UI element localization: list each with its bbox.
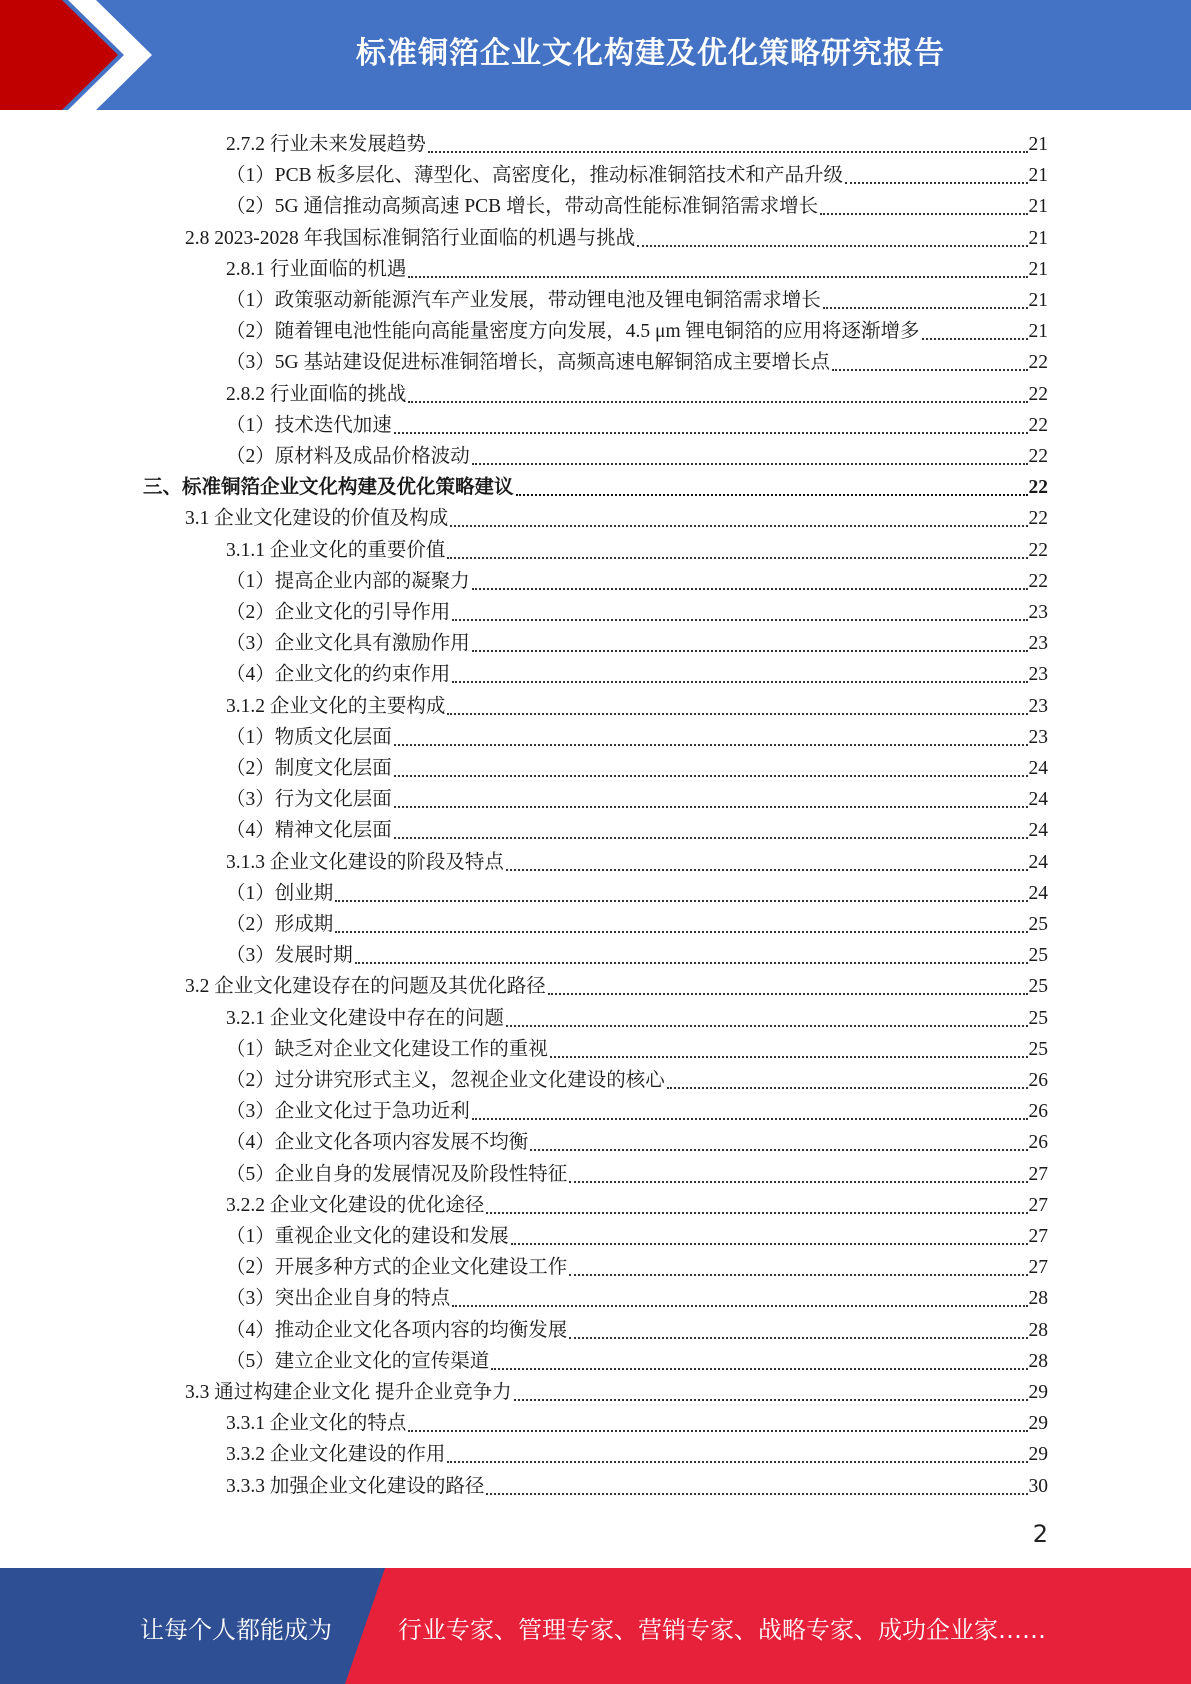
toc-entry[interactable] bbox=[226, 1218, 1048, 1249]
toc-leader-dots bbox=[823, 289, 1028, 313]
toc-entry-page: 24 bbox=[1028, 882, 1048, 904]
toc-entry[interactable] bbox=[226, 1312, 1048, 1343]
toc-leader-dots bbox=[450, 507, 1027, 531]
toc-entry-label: （2）随着锂电池性能向高能量密度方向发展，4.5 μm 锂电铜箔的应用将逐渐增多 bbox=[226, 321, 920, 343]
toc-entry[interactable] bbox=[226, 688, 1048, 719]
toc-leader-dots bbox=[486, 1194, 1027, 1218]
toc-entry[interactable] bbox=[226, 781, 1048, 812]
toc-leader-dots bbox=[335, 882, 1027, 906]
toc-entry-page: 21 bbox=[1028, 227, 1048, 249]
toc-entry[interactable] bbox=[226, 126, 1048, 157]
page-footer bbox=[0, 1568, 1191, 1684]
toc-entry-label: （4）企业文化的约束作用 bbox=[226, 664, 451, 686]
toc-entry-page: 21 bbox=[1028, 134, 1048, 155]
toc-entry[interactable] bbox=[226, 313, 1048, 344]
toc-entry-page: 29 bbox=[1028, 1382, 1048, 1403]
toc-leader-dots bbox=[394, 726, 1028, 750]
toc-entry[interactable] bbox=[226, 1436, 1048, 1467]
toc-leader-dots bbox=[491, 1350, 1027, 1374]
toc-entry[interactable] bbox=[226, 812, 1048, 843]
toc-entry-page: 24 bbox=[1028, 758, 1048, 779]
toc-leader-dots bbox=[394, 819, 1028, 843]
toc-entry[interactable] bbox=[226, 750, 1048, 781]
toc-entry-label: （1）重视企业文化的建设和发展 bbox=[226, 1226, 509, 1247]
toc-entry[interactable] bbox=[226, 157, 1048, 188]
toc-entry-page: 28 bbox=[1028, 1319, 1048, 1341]
toc-leader-dots bbox=[408, 258, 1027, 282]
toc-entry-label: 3.1.1 企业文化的重要价值 bbox=[226, 539, 446, 561]
toc-entry-page: 25 bbox=[1028, 914, 1048, 935]
toc-leader-dots bbox=[472, 1100, 1028, 1124]
toc-entry-page: 27 bbox=[1028, 1194, 1048, 1216]
toc-entry-page: 21 bbox=[1028, 196, 1048, 218]
toc-entry[interactable] bbox=[226, 625, 1048, 656]
toc-entry[interactable] bbox=[226, 1124, 1048, 1155]
toc-entry[interactable] bbox=[226, 656, 1048, 687]
toc-leader-dots bbox=[548, 975, 1028, 999]
toc-entry-page: 22 bbox=[1028, 414, 1048, 436]
toc-entry[interactable] bbox=[226, 1280, 1048, 1311]
toc-entry-label: （1）政策驱动新能源汽车产业发展，带动锂电池及锂电铜箔需求增长 bbox=[226, 290, 821, 311]
toc-leader-dots bbox=[447, 1443, 1027, 1467]
toc-leader-dots bbox=[486, 1475, 1027, 1499]
toc-leader-dots bbox=[550, 1038, 1028, 1062]
toc-entry[interactable] bbox=[226, 532, 1048, 563]
toc-leader-dots bbox=[408, 1412, 1027, 1436]
toc-entry-page: 23 bbox=[1028, 695, 1048, 717]
toc-entry-label: （4）企业文化各项内容发展不均衡 bbox=[226, 1132, 529, 1154]
toc-entry-label: （1）物质文化层面 bbox=[226, 726, 392, 748]
page-number: 2 bbox=[1032, 1520, 1048, 1548]
footer-slogan-right: 行业专家、管理专家、营销专家、战略专家、成功企业家…… bbox=[398, 1616, 1046, 1644]
toc-entry-label: （5）企业自身的发展情况及阶段性特征 bbox=[226, 1163, 568, 1185]
toc-entry[interactable] bbox=[226, 719, 1048, 750]
toc-entry[interactable] bbox=[226, 376, 1048, 407]
toc-entry[interactable] bbox=[226, 1187, 1048, 1218]
toc-entry-label: （2）过分讲究形式主义，忽视企业文化建设的核心 bbox=[226, 1070, 665, 1091]
toc-leader-dots bbox=[335, 913, 1027, 937]
toc-entry[interactable] bbox=[226, 438, 1048, 469]
toc-entry-page: 26 bbox=[1028, 1070, 1048, 1091]
toc-entry-page: 28 bbox=[1028, 1350, 1048, 1372]
toc-entry[interactable] bbox=[226, 906, 1048, 937]
toc-entry-page: 23 bbox=[1028, 664, 1048, 686]
toc-entry-page: 27 bbox=[1028, 1226, 1048, 1247]
toc-entry-page: 21 bbox=[1028, 165, 1048, 187]
toc-entry-label: （3）发展时期 bbox=[226, 945, 353, 967]
toc-entry-page: 23 bbox=[1028, 726, 1048, 748]
toc-leader-dots bbox=[516, 476, 1028, 500]
toc-entry-label: 2.8.1 行业面临的机遇 bbox=[226, 258, 407, 280]
toc-entry[interactable] bbox=[226, 1468, 1048, 1499]
toc-entry-page: 21 bbox=[1028, 290, 1048, 311]
toc-entry-page: 29 bbox=[1028, 1413, 1048, 1435]
toc-entry-label: （1）创业期 bbox=[226, 882, 334, 904]
toc-leader-dots bbox=[447, 695, 1027, 719]
toc-entry[interactable] bbox=[226, 594, 1048, 625]
toc-entry[interactable] bbox=[226, 563, 1048, 594]
toc-entry[interactable] bbox=[185, 220, 1048, 251]
toc-entry[interactable] bbox=[226, 1062, 1048, 1093]
toc-leader-dots bbox=[922, 320, 1028, 344]
toc-entry[interactable] bbox=[226, 844, 1048, 875]
toc-entry-label: （1）技术迭代加速 bbox=[226, 414, 392, 436]
toc-leader-dots bbox=[569, 1256, 1027, 1280]
toc-leader-dots bbox=[452, 601, 1027, 625]
toc-entry-page: 22 bbox=[1028, 539, 1048, 561]
toc-entry[interactable] bbox=[143, 469, 1048, 500]
toc-entry-label: （3）5G 基站建设促进标准铜箔增长，高频高速电解铜箔成主要增长点 bbox=[226, 352, 830, 374]
toc-leader-dots bbox=[472, 570, 1028, 594]
toc-entry-label: （2）形成期 bbox=[226, 914, 334, 935]
toc-entry-page: 28 bbox=[1028, 1288, 1048, 1310]
toc-entry[interactable] bbox=[226, 344, 1048, 375]
toc-leader-dots bbox=[832, 351, 1028, 375]
toc-entry-page: 27 bbox=[1028, 1257, 1048, 1279]
toc-leader-dots bbox=[845, 164, 1028, 188]
toc-entry-label: （1）PCB 板多层化、薄型化、高密度化，推动标准铜箔技术和产品升级 bbox=[226, 165, 843, 187]
toc-entry-page: 22 bbox=[1028, 383, 1048, 405]
toc-leader-dots bbox=[506, 851, 1028, 875]
toc-leader-dots bbox=[428, 133, 1028, 157]
page-header bbox=[0, 0, 1191, 110]
toc-leader-dots bbox=[394, 757, 1028, 781]
toc-entry-page: 22 bbox=[1028, 570, 1048, 592]
toc-entry-page: 22 bbox=[1028, 508, 1048, 530]
toc-entry[interactable] bbox=[226, 1156, 1048, 1187]
toc-entry-label: 2.7.2 行业未来发展趋势 bbox=[226, 134, 426, 155]
toc-leader-dots bbox=[820, 195, 1027, 219]
toc-entry-label: 3.2.1 企业文化建设中存在的问题 bbox=[226, 1007, 504, 1029]
toc-entry-label: 3.3.2 企业文化建设的作用 bbox=[226, 1444, 446, 1466]
toc-entry-page: 29 bbox=[1028, 1444, 1048, 1466]
toc-entry-page: 30 bbox=[1028, 1475, 1048, 1497]
report-title: 标准铜箔企业文化构建及优化策略研究报告 bbox=[356, 36, 945, 71]
toc-entry[interactable] bbox=[226, 282, 1048, 313]
toc-entry-label: （3）企业文化过于急功近利 bbox=[226, 1101, 470, 1123]
toc-entry-page: 22 bbox=[1028, 477, 1048, 499]
toc-entry-page: 27 bbox=[1028, 1163, 1048, 1185]
toc-entry-page: 24 bbox=[1028, 820, 1048, 842]
toc-entry[interactable] bbox=[226, 1405, 1048, 1436]
toc-entry-page: 25 bbox=[1028, 945, 1048, 967]
toc-entry-label: 2.8.2 行业面临的挑战 bbox=[226, 383, 407, 405]
toc-entry-label: 3.1.2 企业文化的主要构成 bbox=[226, 695, 446, 717]
toc-entry-page: 22 bbox=[1028, 352, 1048, 374]
footer-slogan-left: 让每个人都能成为 bbox=[140, 1616, 332, 1644]
toc-entry[interactable] bbox=[185, 1374, 1048, 1405]
toc-entry-label: （2）企业文化的引导作用 bbox=[226, 602, 451, 623]
toc-entry[interactable] bbox=[226, 1000, 1048, 1031]
toc-leader-dots bbox=[408, 383, 1027, 407]
toc-entry-label: （4）精神文化层面 bbox=[226, 820, 392, 842]
toc-leader-dots bbox=[506, 1007, 1028, 1031]
toc-entry-label: 3.2.2 企业文化建设的优化途径 bbox=[226, 1194, 485, 1216]
toc-entry[interactable] bbox=[226, 875, 1048, 906]
toc-entry[interactable] bbox=[226, 1031, 1048, 1062]
toc-entry-page: 22 bbox=[1028, 446, 1048, 467]
toc-leader-dots bbox=[511, 1225, 1028, 1249]
toc-entry-label: （2）5G 通信推动高频高速 PCB 增长，带动高性能标准铜箔需求增长 bbox=[226, 196, 819, 218]
toc-entry-label: 3.3.3 加强企业文化建设的路径 bbox=[226, 1475, 485, 1497]
toc-entry[interactable] bbox=[226, 251, 1048, 282]
toc-leader-dots bbox=[447, 539, 1027, 563]
toc-leader-dots bbox=[472, 445, 1028, 469]
toc-entry-label: （5）建立企业文化的宣传渠道 bbox=[226, 1350, 490, 1372]
toc-leader-dots bbox=[355, 944, 1028, 968]
toc-entry-label: （2）制度文化层面 bbox=[226, 758, 392, 779]
toc-entry-page: 24 bbox=[1028, 789, 1048, 811]
toc-entry-label: 2.8 2023-2028 年我国标准铜箔行业面临的机遇与挑战 bbox=[185, 227, 636, 249]
toc-entry-label: 3.3 通过构建企业文化 提升企业竞争力 bbox=[185, 1382, 512, 1403]
toc-leader-dots bbox=[452, 1287, 1027, 1311]
toc-entry-page: 24 bbox=[1028, 851, 1048, 873]
toc-entry-label: （2）开展多种方式的企业文化建设工作 bbox=[226, 1257, 568, 1279]
toc-entry-page: 23 bbox=[1028, 602, 1048, 623]
toc-entry-page: 25 bbox=[1028, 976, 1048, 998]
toc-leader-dots bbox=[394, 414, 1028, 438]
toc-entry-page: 23 bbox=[1028, 633, 1048, 655]
toc-entry-label: （3）企业文化具有激励作用 bbox=[226, 633, 470, 655]
toc-leader-dots bbox=[569, 1319, 1027, 1343]
toc-entry-label: 三、标准铜箔企业文化构建及优化策略建议 bbox=[143, 477, 514, 499]
toc-leader-dots bbox=[667, 1069, 1028, 1093]
toc-entry-page: 21 bbox=[1028, 321, 1048, 343]
toc-entry-label: （1）缺乏对企业文化建设工作的重视 bbox=[226, 1038, 548, 1060]
toc-leader-dots bbox=[514, 1381, 1028, 1405]
toc-entry-page: 21 bbox=[1028, 258, 1048, 280]
toc-leader-dots bbox=[394, 788, 1028, 812]
toc-entry-label: 3.1 企业文化建设的价值及构成 bbox=[185, 508, 449, 530]
toc-entry-page: 26 bbox=[1028, 1132, 1048, 1154]
toc-entry[interactable] bbox=[226, 407, 1048, 438]
toc-entry-label: 3.2 企业文化建设存在的问题及其优化路径 bbox=[185, 976, 546, 998]
toc-entry[interactable] bbox=[226, 1093, 1048, 1124]
toc-entry[interactable] bbox=[185, 500, 1048, 531]
toc-entry-page: 26 bbox=[1028, 1101, 1048, 1123]
toc-leader-dots bbox=[472, 632, 1028, 656]
toc-leader-dots bbox=[452, 663, 1027, 687]
toc-entry[interactable] bbox=[185, 968, 1048, 999]
toc-entry[interactable] bbox=[226, 188, 1048, 219]
toc-entry-label: （3）突出企业自身的特点 bbox=[226, 1288, 451, 1310]
toc-entry-label: （2）原材料及成品价格波动 bbox=[226, 446, 470, 467]
toc-entry-label: （1）提高企业内部的凝聚力 bbox=[226, 570, 470, 592]
toc-entry-label: （4）推动企业文化各项内容的均衡发展 bbox=[226, 1319, 568, 1341]
toc-entry-label: 3.3.1 企业文化的特点 bbox=[226, 1413, 407, 1435]
toc-entry[interactable] bbox=[226, 1343, 1048, 1374]
toc-entry[interactable] bbox=[226, 937, 1048, 968]
toc-leader-dots bbox=[530, 1131, 1027, 1155]
toc-leader-dots bbox=[637, 227, 1027, 251]
toc-entry-page: 25 bbox=[1028, 1007, 1048, 1029]
toc-entry-label: （3）行为文化层面 bbox=[226, 789, 392, 811]
toc-entry-label: 3.1.3 企业文化建设的阶段及特点 bbox=[226, 851, 504, 873]
toc-entry-page: 25 bbox=[1028, 1038, 1048, 1060]
toc-leader-dots bbox=[569, 1163, 1027, 1187]
toc-entry[interactable] bbox=[226, 1249, 1048, 1280]
